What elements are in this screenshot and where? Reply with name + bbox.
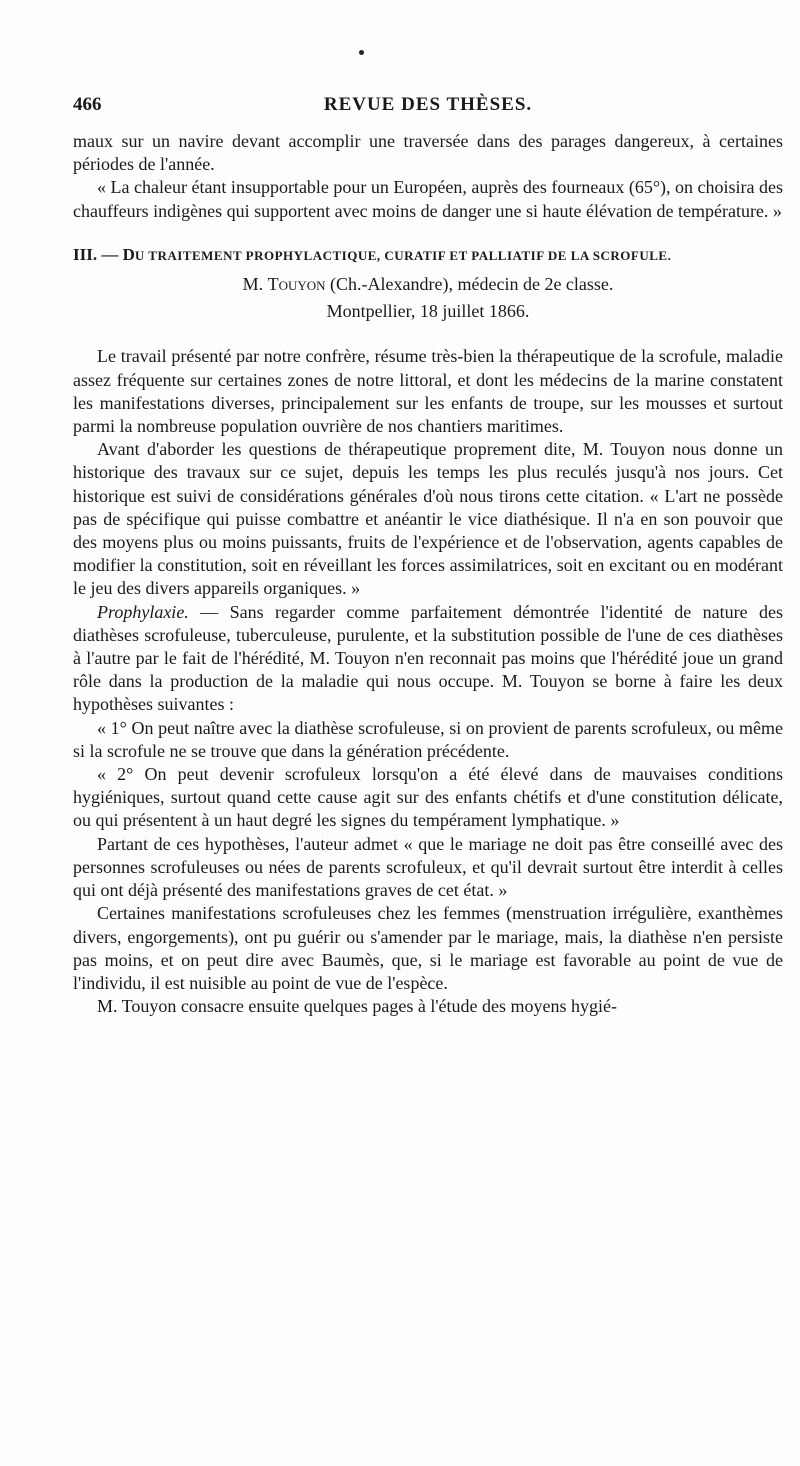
body-paragraph-7: Certaines manifestations scrofuleuses chez les femmes (menstruation irrégulière, exanthèmes divers, engorgements), ont pu guérir ou s'amender par le mariage, mais, la diathèse n'en persiste pas moins, et on peut dire avec Baumès, que, si le mariage est favorable au point de vue de l'individu, il est nuisible au point de vue de l'espèce. <box>73 903 783 993</box>
section-numeral: III. — <box>73 244 123 264</box>
section-title-initial: D <box>122 244 135 264</box>
section-title: U TRAITEMENT PROPHYLACTIQUE, CURATIF ET PALLIATIF DE LA SCROFULE. <box>134 247 672 263</box>
ink-dot <box>359 50 364 55</box>
running-title: REVUE DES THÈSES. <box>323 94 533 115</box>
paragraph-continuation: maux sur un navire devant accomplir une traversée dans des parages dangereux, à certaines périodes de l'année. <box>73 131 783 175</box>
body-paragraph-3 <box>73 601 783 717</box>
body-paragraph-5: « 2° On peut devenir scrofuleux lorsqu'on a été élevé dans de mauvaises conditions hygiéniques, surtout quand cette cause agit sur des enfants chétifs et d'une constitution délicate, ou qui présentent à un haut degré les signes du tempérament lymphatique. » <box>73 764 783 831</box>
section-heading <box>73 243 783 267</box>
author-prefix: M. <box>242 274 268 295</box>
running-header <box>73 94 783 118</box>
author-name: Touyon <box>267 274 326 295</box>
paragraph-quote: « La chaleur étant insupportable pour un Européen, auprès des fourneaux (65°), on choisira des chauffeurs indigènes qui supportent avec moins de danger une si haute élévation de température. » <box>73 177 783 221</box>
body-paragraph-8: M. Touyon consacre ensuite quelques pages à l'étude des moyens hygié- <box>97 996 618 1017</box>
page-body <box>73 130 783 1018</box>
prophylaxie-label: Prophylaxie. <box>97 601 189 622</box>
body-paragraph-1: Le travail présenté par notre confrère, résume très-bien la thérapeutique de la scrofule, maladie assez fréquente sur certaines zones de notre littoral, et dont les médecins de la marine constatent les manifestations diverses, principalement sur les enfants de troupe, sur les mousses et surtout parmi la nombreuse population ouvrière de nos chantiers maritimes. <box>73 346 783 437</box>
body-paragraph-2: Avant d'aborder les questions de thérapeutique proprement dite, M. Touyon nous donne un historique des travaux sur ce sujet, depuis les temps les plus reculés jusqu'à nos jours. Cet historique est suivi de considérations générales d'où nous tirons cette citation. « L'art ne possède pas de spécifique qui puisse combattre et anéantir le vice diathésique. Il n'a en son pouvoir que des moyens plus ou moins puissants, fruits de l'expérience et de l'observation, agents capables de modifier la constitution, soit en réveillant les forces assimilatrices, soit en excitant ou en modérant le jeu des divers appareils organiques. » <box>73 439 783 599</box>
author-line <box>73 273 783 296</box>
page-number: 466 <box>73 94 102 115</box>
author-details: (Ch.-Alexandre), médecin de 2e classe. <box>325 274 614 295</box>
body-paragraph-6: Partant de ces hypothèses, l'auteur admet « que le mariage ne doit pas être conseillé avec des personnes scrofuleuses ou nées de parents scrofuleux, et qu'il devrait surtout être interdit à celles qui ont déjà présenté des manifestations graves de cet état. » <box>73 833 783 901</box>
prophylaxie-text: — Sans regarder comme parfaitement démontrée l'identité de nature des diathèses scrofuleuse, tuberculeuse, purulente, et la substitution possible de l'une de ces diathèses à l'autre par le fait de l'hérédité, M. Touyon n'en reconnait pas moins que l'hérédité joue un grand rôle dans la production de la maladie qui nous occupe. M. Touyon se borne à faire les deux hypothèses suivantes : <box>73 601 783 715</box>
place-date: Montpellier, 18 juillet 1866. <box>326 301 530 322</box>
body-paragraph-4: « 1° On peut naître avec la diathèse scrofuleuse, si on provient de parents scrofuleux, ou même si la scrofule ne se trouve que dans la génération précédente. <box>73 717 783 761</box>
